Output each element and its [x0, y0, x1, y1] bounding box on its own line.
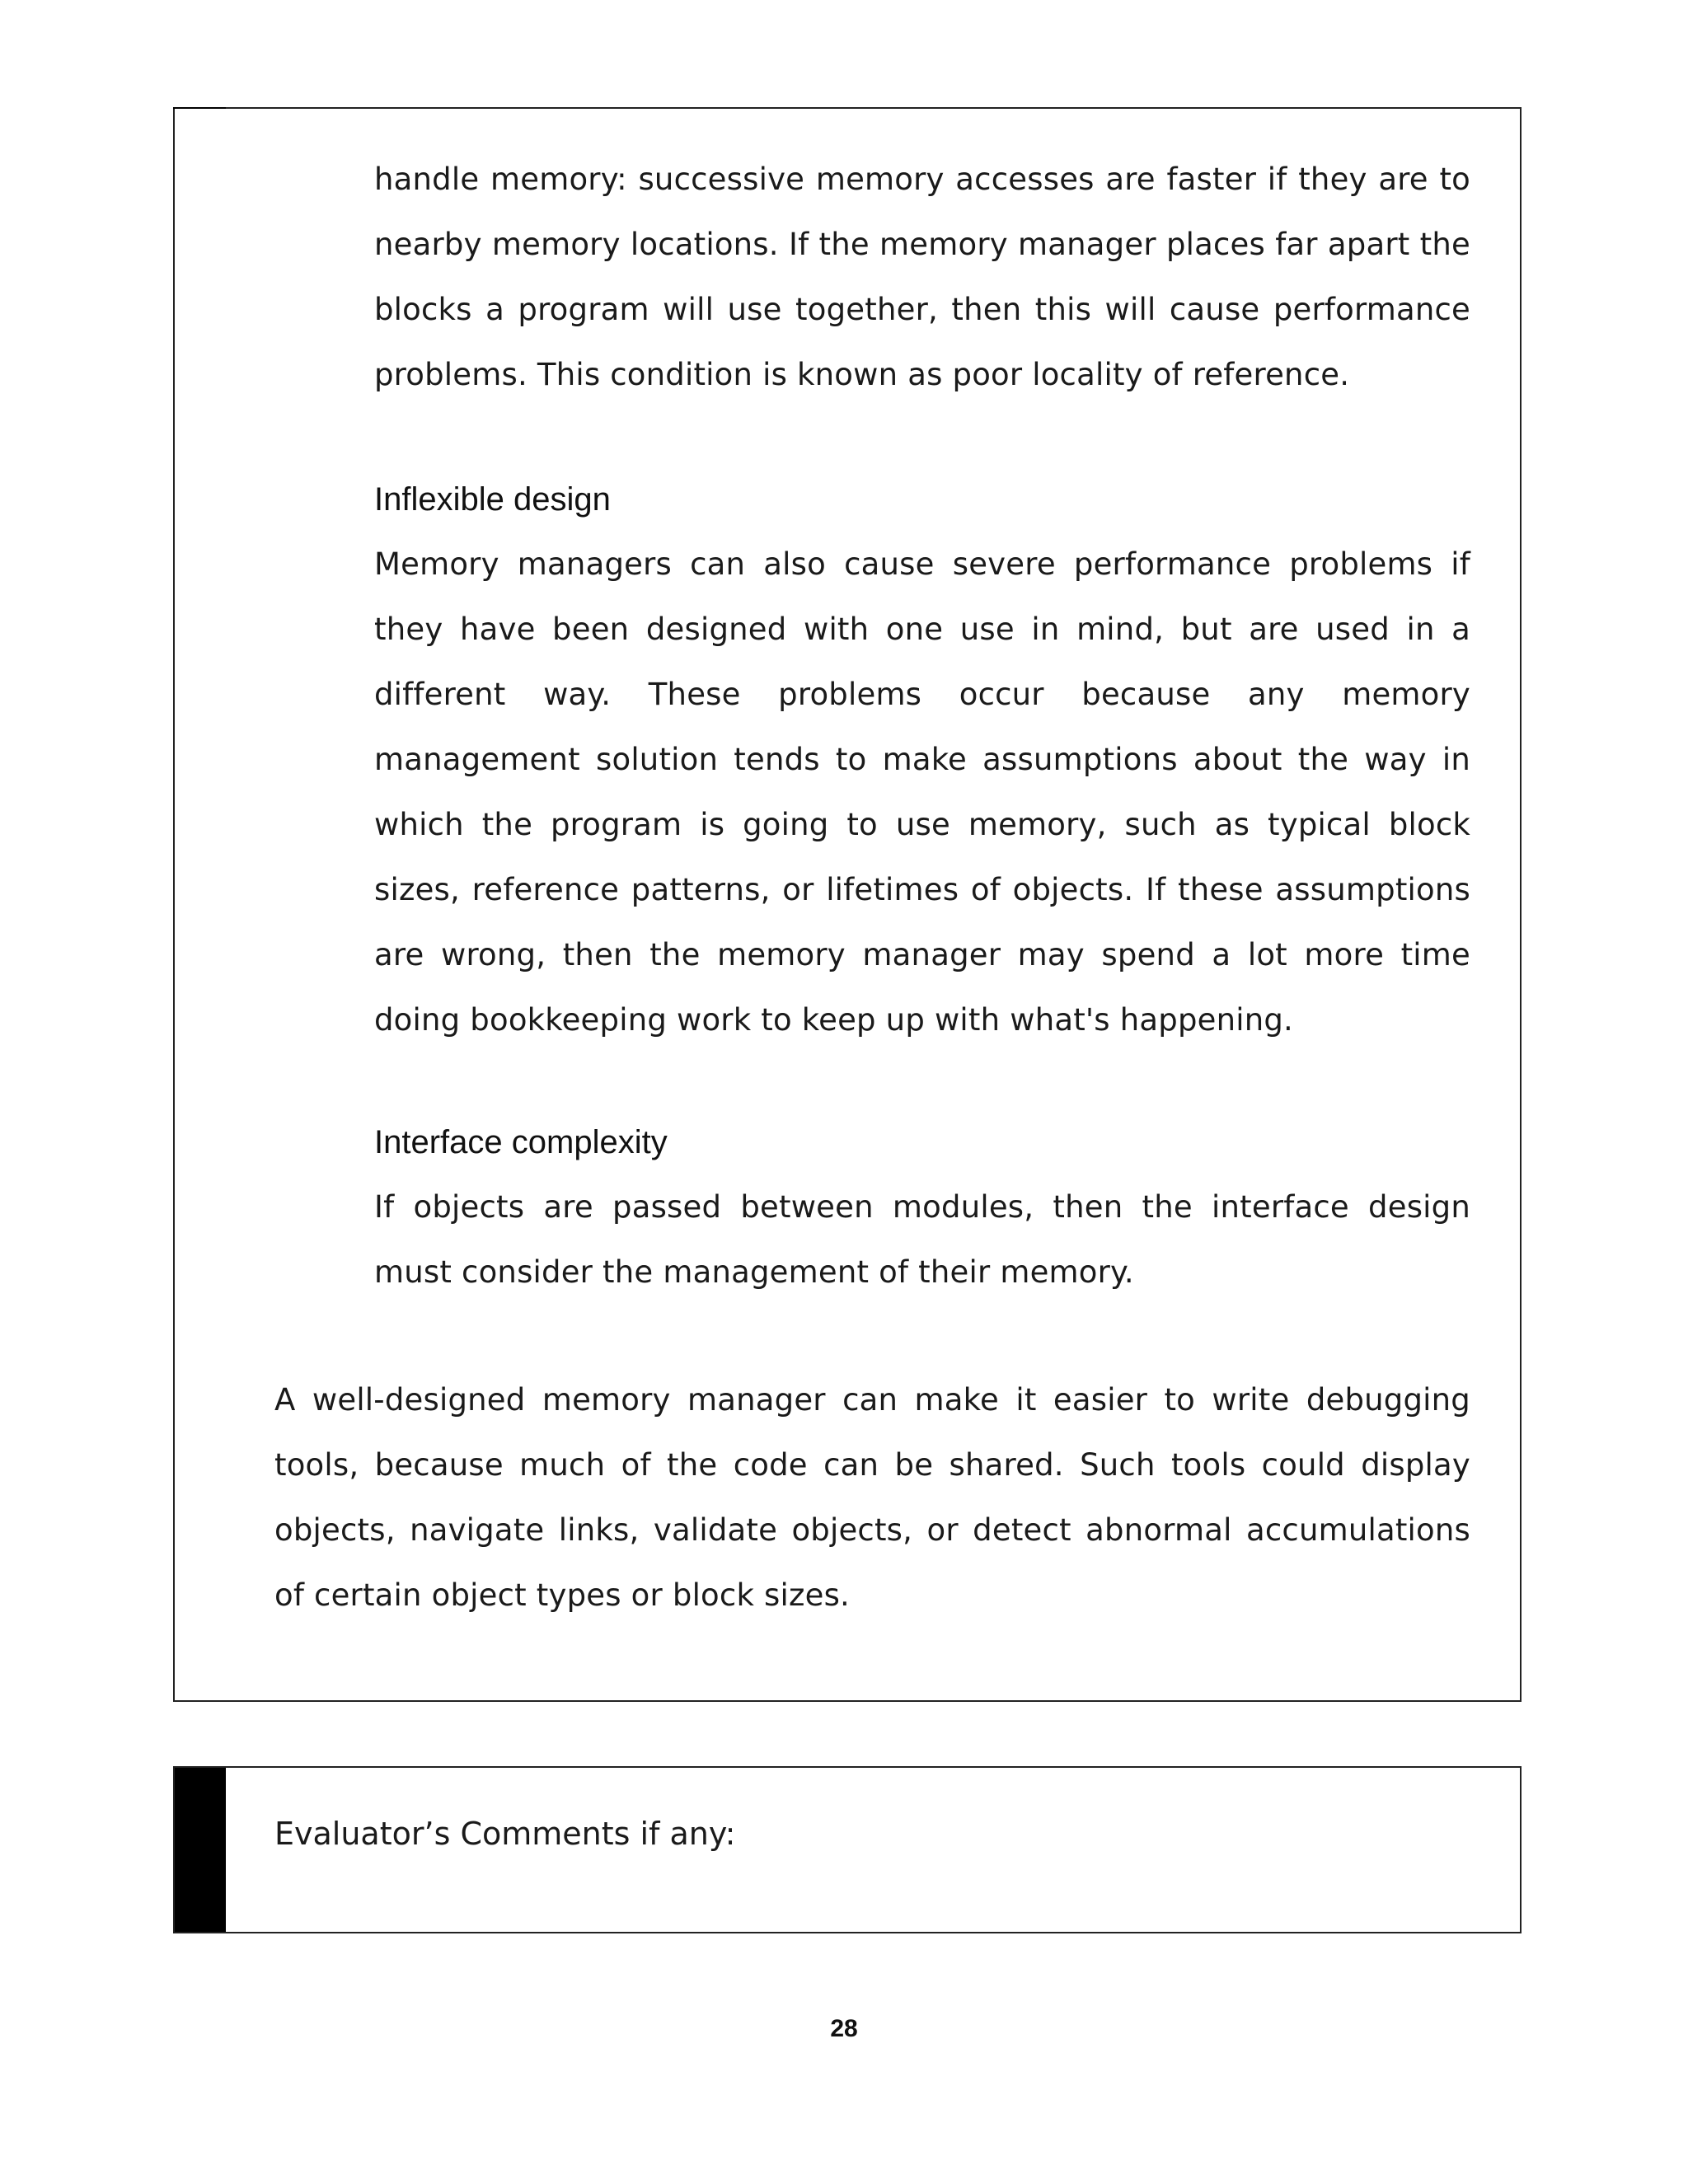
comment-side-bar [175, 1768, 226, 1932]
page-number: 28 [830, 2015, 858, 2042]
evaluator-comments-box [173, 1766, 1522, 1933]
continuation-paragraph: handle memory: successive memory accesses are faster if they are to nearby memory locations. If the memory manager places far apart the blocks a program will use together, then this will cause performance problems. This condition is known as poor locality of reference. [374, 162, 1470, 392]
closing-paragraph: A well-designed memory manager can make it easier to write debugging tools, because much of the code can be shared. Such tools could display objects, navigate links, validate objects, or detect abnormal accumulations of certain object types or block sizes. [274, 1382, 1470, 1613]
inflexible-design-paragraph: Memory managers can also cause severe performance problems if they have been designed with one use in mind, but are used in a different way. These problems occur because any memory management solution tends to make assumptions about the way in which the program is going to use memory, such as typical block sizes, reference patterns, or lifetimes of objects. If these assumptions are wrong, then the memory manager may spend a lot more time doing bookkeeping work to keep up with what's happening. [374, 546, 1470, 1038]
interface-complexity-paragraph: If objects are passed between modules, then the interface design must consider the management of their memory. [374, 1189, 1470, 1290]
box-corner-mark [173, 107, 226, 109]
evaluator-comments-label: Evaluator’s Comments if any: [274, 1816, 736, 1852]
heading-interface-complexity: Interface complexity [374, 1124, 668, 1160]
heading-inflexible-design: Inflexible design [374, 481, 611, 518]
